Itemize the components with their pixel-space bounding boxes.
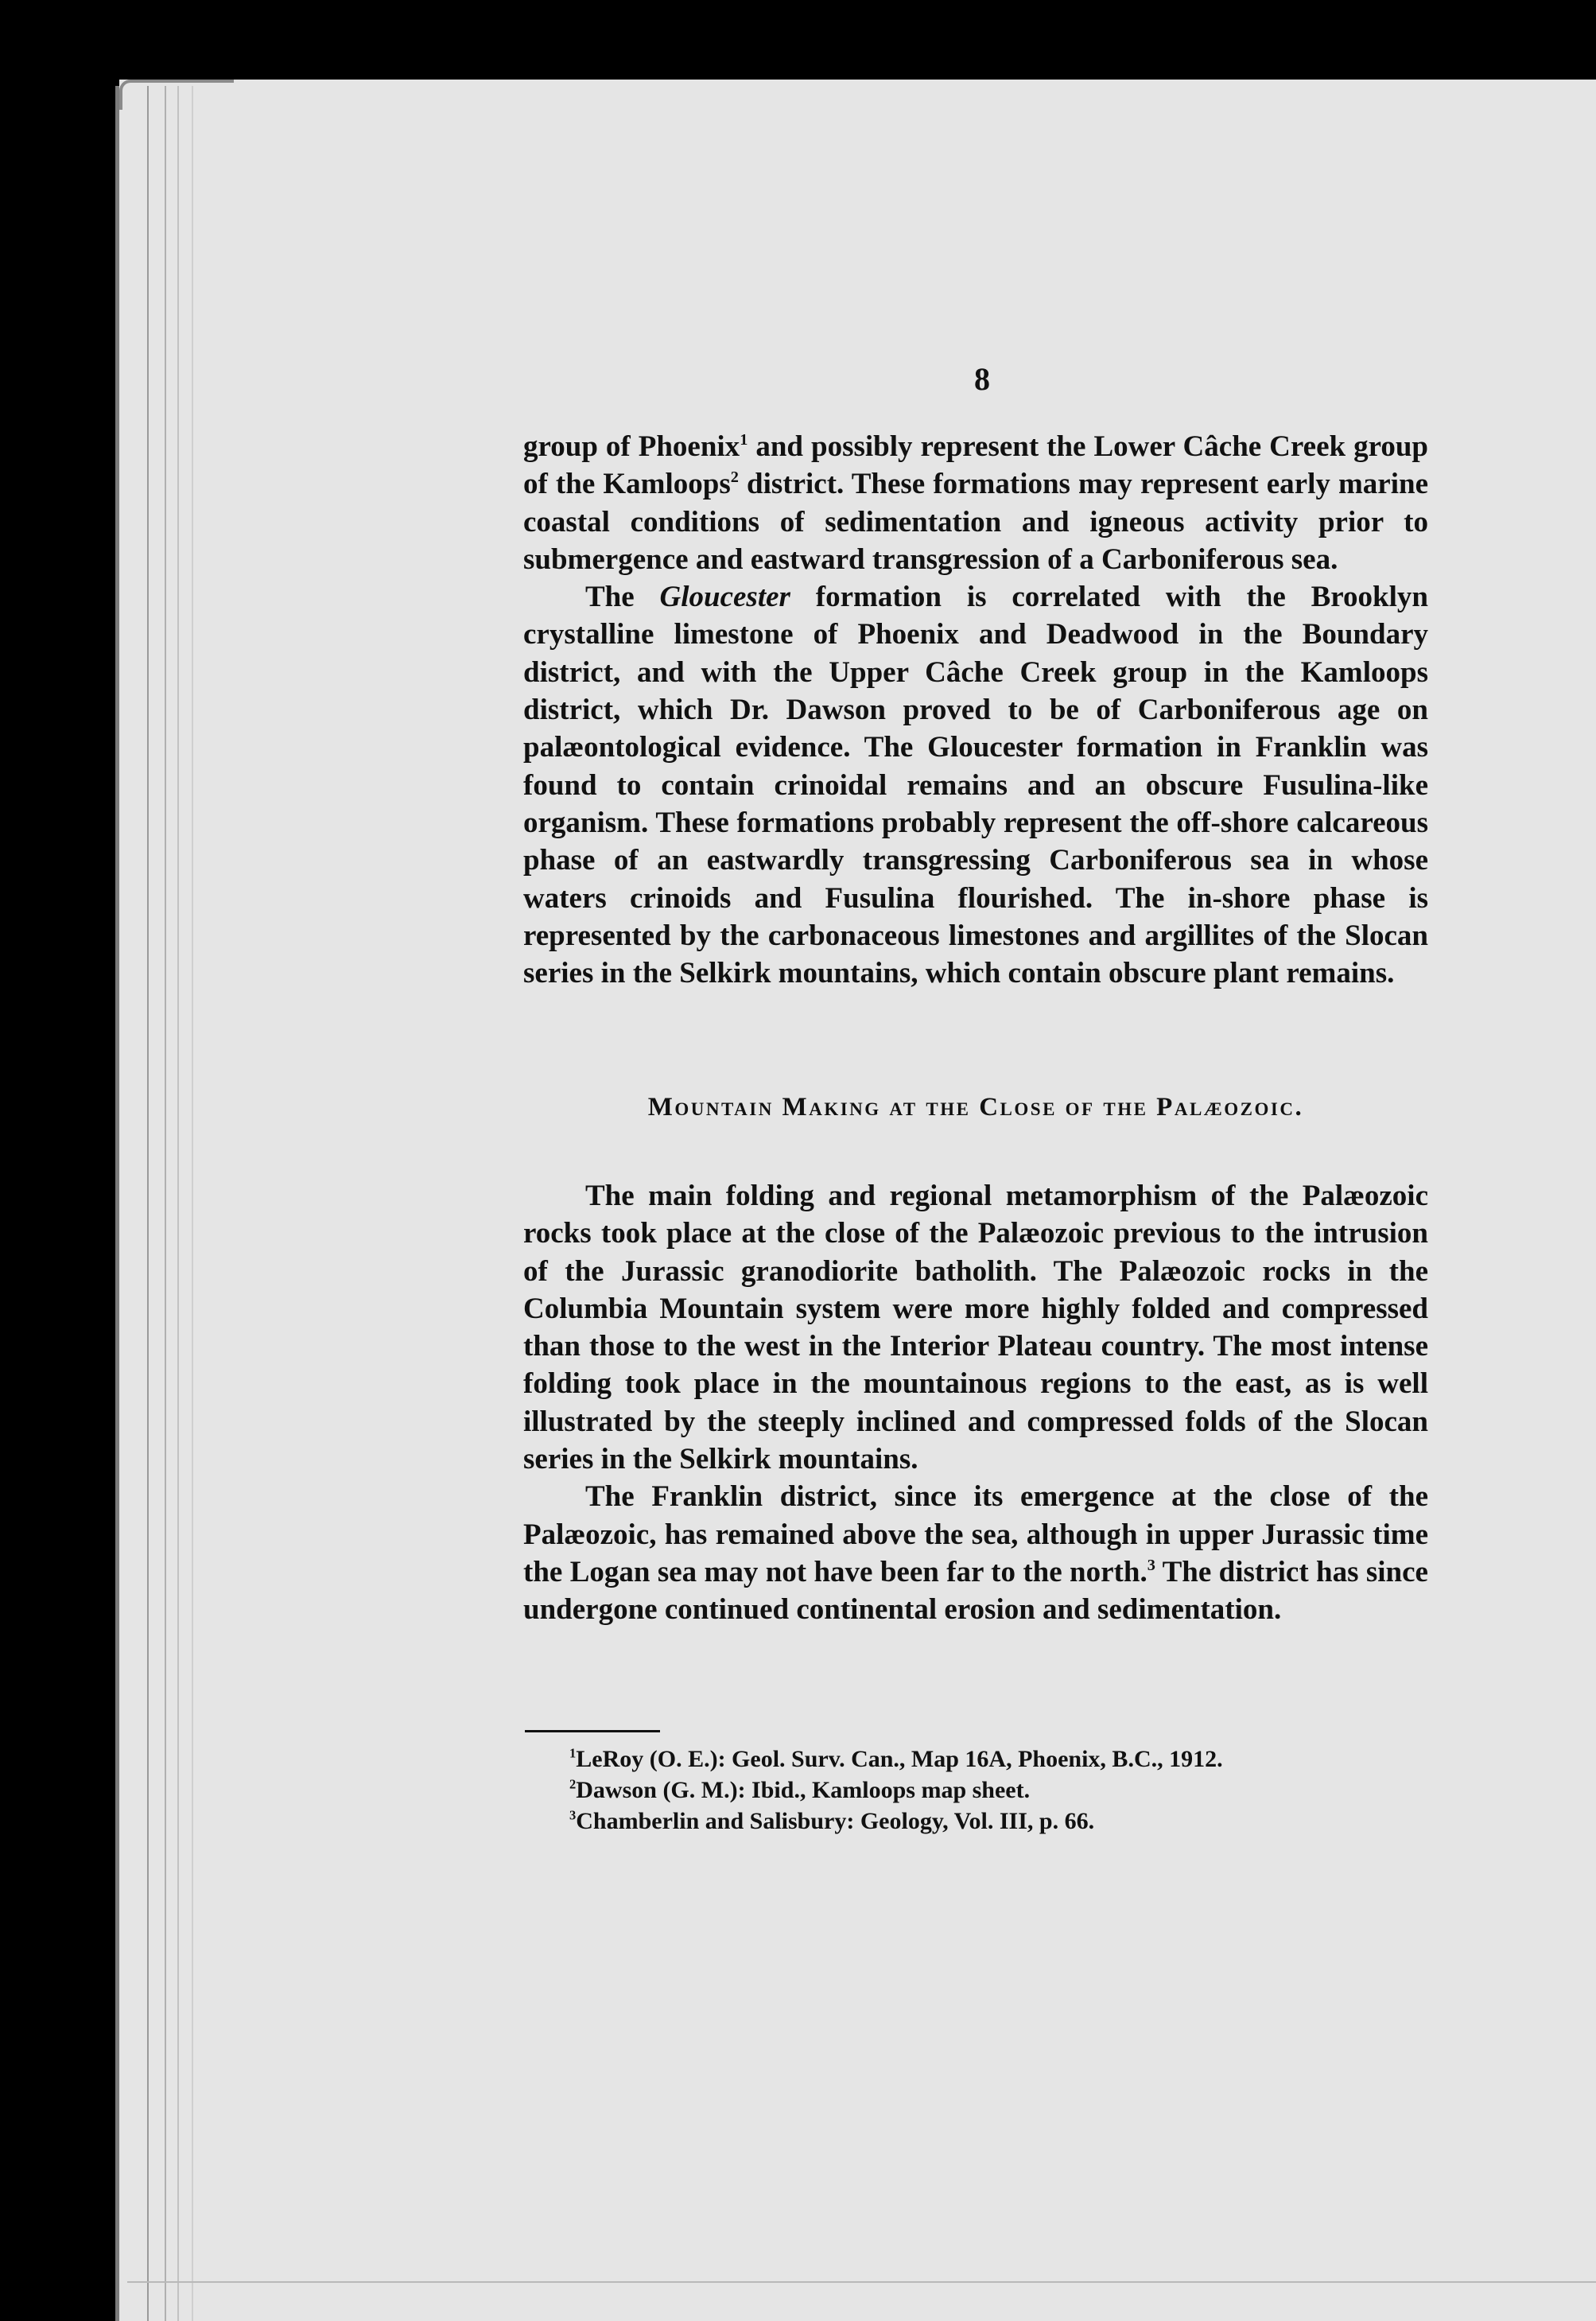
footnote: $^1$LeRoy (O. E.): Geol. Surv. Can., Map 16A, Phoenix, B.C., 1912. bbox=[569, 1745, 1223, 1772]
page-edge bbox=[177, 86, 179, 2321]
body-section-top bbox=[523, 428, 1428, 992]
footnotes bbox=[569, 1744, 1428, 1837]
paragraph: The Franklin district, since its emergence at the close of the Palæozoic, has remained above the sea, although in upper Jurassic time the Logan sea may not have been far to the north.$^3$ The district has since undergone continued continental erosion and sedimentation. bbox=[523, 1480, 1428, 1627]
page-edge bbox=[165, 86, 166, 2321]
page-edge bbox=[192, 86, 193, 2321]
section-heading: Mountain Making at the Close of the Palæozoic. bbox=[647, 1093, 1304, 1122]
page-number: 8 bbox=[974, 361, 990, 397]
footnote: $^3$Chamberlin and Salisbury: Geology, Vol. III, p. 66. bbox=[569, 1807, 1095, 1834]
paragraph: group of Phoenix$^1$ and possibly represent the Lower Câche Creek group of the Kamloops$^2$ district. These formations may represent early marine coastal conditions of sedimentation and igneous activity prior to submergence and eastward transgression of a Carboniferous sea. bbox=[523, 430, 1428, 576]
paragraph: The Gloucester formation is correlated with the Brooklyn crystalline limestone of Phoenix and Deadwood in the Boundary district, and with the Upper Câche Creek group in the Kamloops district, which Dr. Dawson proved to be of Carboniferous age on palæontological evidence. The Gloucester formation in Franklin was found to contain crinoidal remains and an obscure Fusulina-like organism. These formations probably represent the off-shore calcareous phase of an eastwardly transgressing Carboniferous sea in whose waters crinoids and Fusulina flourished. The in-shore phase is represented by the carbonaceous limestones and argillites of the Slocan series in the Selkirk mountains, which contain obscure plant remains. bbox=[523, 581, 1428, 990]
page-edges bbox=[115, 86, 219, 2321]
footnote: $^2$Dawson (G. M.): Ibid., Kamloops map sheet. bbox=[569, 1776, 1031, 1803]
page-edge bbox=[147, 86, 149, 2321]
page-bottom-edge bbox=[127, 2281, 1596, 2283]
paragraph: The main folding and regional metamorphism of the Palæozoic rocks took place at the close of the Palæozoic previous to the intrusion of the Jurassic granodiorite batholith. The Palæozoic rocks in the Columbia Mountain system were more highly folded and compressed than those to the west in the Interior Plateau country. The most intense folding took place in the mountainous regions to the east, as is well illustrated by the steeply inclined and compressed folds of the Slocan series in the Selkirk mountains. bbox=[523, 1180, 1428, 1476]
body-section-bottom bbox=[523, 1177, 1428, 1629]
footnote-rule bbox=[525, 1730, 660, 1732]
page-edge bbox=[115, 86, 119, 2321]
page-corner bbox=[119, 80, 234, 110]
